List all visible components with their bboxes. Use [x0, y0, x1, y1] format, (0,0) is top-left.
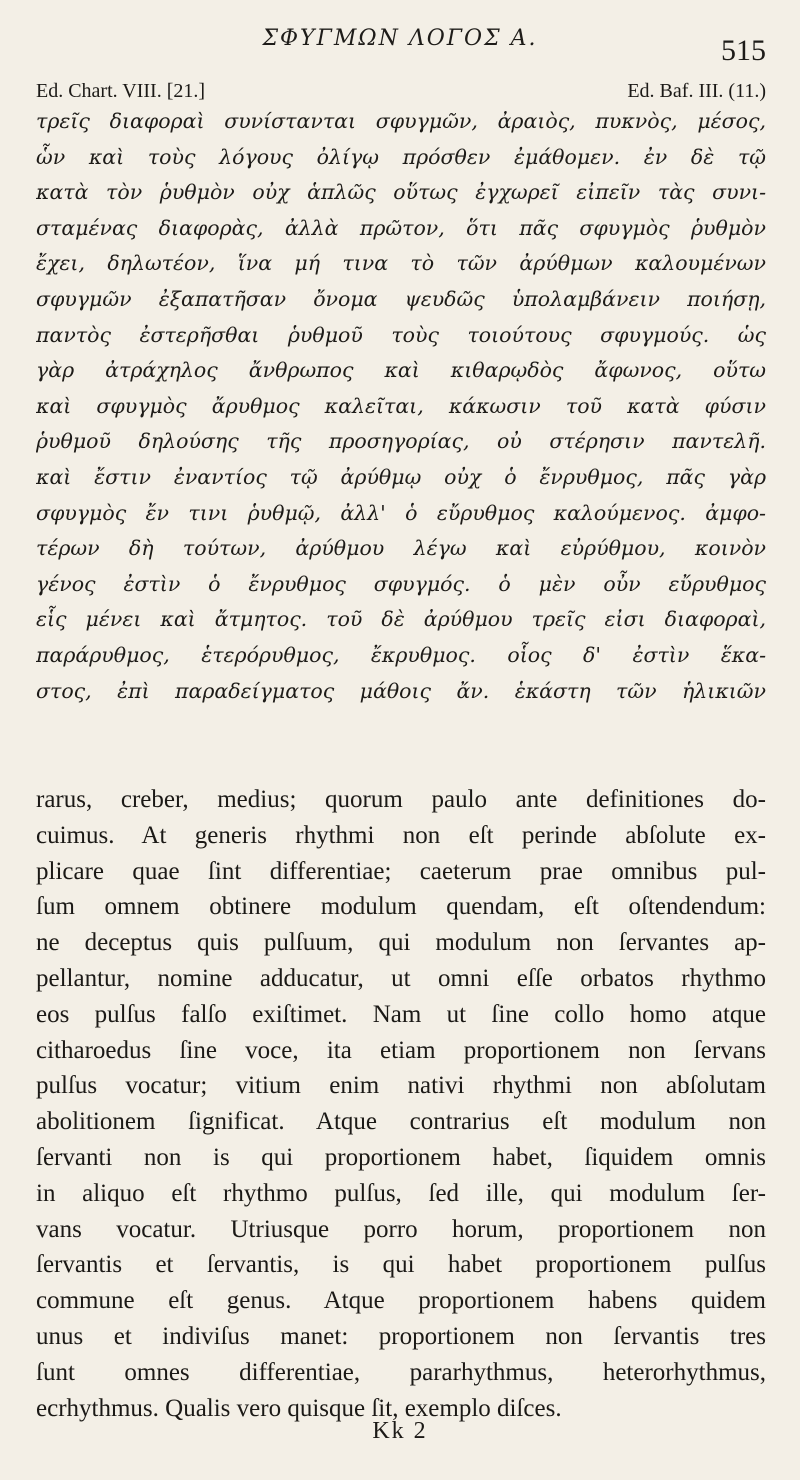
latin-line: rarus, creber, medius; quorum paulo ante definitiones do- — [36, 786, 766, 813]
latin-line: citharoedus ſine voce, ita etiam proportionem non ſervans — [36, 1036, 766, 1064]
latin-line: ſervantis et ſervantis, is qui habet proportionem pulſus — [36, 1251, 766, 1279]
greek-line: εἷς μένει καὶ ἄτμητος. τοῦ δὲ ἀρύθμου τρεῖς εἰσι διαφοραὶ, — [36, 607, 766, 632]
latin-line: eos pulſus falſo exiſtimet. Nam ut ſine collo homo atque — [36, 1000, 766, 1028]
running-title: ΣΦΥΓΜΩΝ ΛΟΓΟΣ Α. — [262, 26, 538, 51]
greek-line: σφυγμῶν ἐξαπατῆσαν ὄνομα ψευδῶς ὑπολαμβάνειν ποιήσῃ, — [36, 286, 766, 311]
latin-line: ecrhythmus. Qualis vero quisque ſit, exemplo diſces. — [36, 1394, 562, 1422]
latin-line: pellantur, nomine adducatur, ut omni eſſe orbatos rhythmo — [36, 964, 766, 992]
greek-line: ὧν καὶ τοὺς λόγους ὀλίγῳ πρόσθεν ἐμάθομεν. ἐν δὲ τῷ — [36, 144, 766, 169]
latin-line: ſunt omnes differentiae, pararhythmus, heterorhythmus, — [36, 1358, 766, 1386]
latin-line: pulſus vocatur; vitium enim nativi rhythmi non abſolutam — [36, 1072, 766, 1100]
latin-line: commune eſt genus. Atque proportionem habens quidem — [36, 1287, 766, 1315]
greek-text-block — [36, 104, 766, 709]
latin-line: abolitionem ſignificat. Atque contrarius eſt modulum non — [36, 1108, 766, 1136]
edition-basel-ref: Ed. Baf. III. (11.) — [627, 80, 766, 102]
latin-line: plicare quae ſint differentiae; caeterum prae omnibus pul- — [36, 857, 766, 885]
edition-chartier-ref: Ed. Chart. VIII. [21.] — [36, 80, 206, 102]
greek-line: γὰρ ἀτράχηλος ἄνθρωπος καὶ κιθαρῳδὸς ἄφωνος, οὕτω — [36, 358, 766, 383]
latin-text-block — [36, 782, 766, 1426]
latin-line: ſum omnem obtinere modulum quendam, eſt oſtendendum: — [36, 893, 766, 921]
latin-line: ſervanti non is qui proportionem habet, ſiquidem omnis — [36, 1143, 766, 1171]
greek-line: σταμένας διαφορὰς, ἀλλὰ πρῶτον, ὅτι πᾶς σφυγμὸς ῥυθμὸν — [36, 215, 766, 240]
greek-line: κατὰ τὸν ῥυθμὸν οὐχ ἁπλῶς οὕτως ἐγχωρεῖ εἰπεῖν τὰς συνι- — [36, 180, 766, 205]
greek-line: παντὸς ἐστερῆσθαι ῥυθμοῦ τοὺς τοιούτους σφυγμούς. ὡς — [36, 322, 766, 347]
greek-line: τρεῖς διαφοραὶ συνίστανται σφυγμῶν, ἀραιὸς, πυκνὸς, μέσος, — [36, 109, 766, 133]
greek-line: γένος ἐστὶν ὁ ἔνρυθμος σφυγμός. ὁ μὲν οὖν εὔρυθμος — [36, 571, 766, 596]
latin-line: in aliquo eſt rhythmo pulſus, ſed ille, qui modulum ſer- — [36, 1179, 766, 1207]
greek-line: στος, ἐπὶ παραδείγματος μάθοις ἄν. ἑκάστη τῶν ἡλικιῶν — [36, 678, 766, 703]
greek-line: ῥυθμοῦ δηλούσης τῆς προσηγορίας, οὐ στέρησιν παντελῆ. — [36, 429, 766, 454]
latin-line: vans vocatur. Utriusque porro horum, proportionem non — [36, 1215, 766, 1243]
greek-line: τέρων δὴ τούτων, ἀρύθμου λέγω καὶ εὐρύθμου, κοινὸν — [36, 536, 766, 561]
latin-line: cuimus. At generis rhythmi non eſt perinde abſolute ex- — [36, 821, 766, 849]
page-number: 515 — [721, 34, 766, 67]
greek-line: καὶ ἔστιν ἐναντίος τῷ ἀρύθμῳ οὐχ ὁ ἔνρυθμος, πᾶς γὰρ — [36, 464, 766, 489]
latin-line: ne deceptus quis pulſuum, qui modulum non ſervantes ap- — [36, 929, 766, 957]
greek-line: ἔχει, δηλωτέον, ἵνα μή τινα τὸ τῶν ἀρύθμων καλουμένων — [36, 251, 766, 276]
greek-line: παράρυθμος, ἑτερόρυθμος, ἔκρυθμος. οἷος δ' ἐστὶν ἕκα- — [36, 642, 766, 667]
greek-line: καὶ σφυγμὸς ἄρυθμος καλεῖται, κάκωσιν τοῦ κατὰ φύσιν — [36, 393, 766, 418]
latin-line: unus et indiviſus manet: proportionem non ſervantis tres — [36, 1322, 766, 1350]
greek-line: σφυγμὸς ἔν τινι ῥυθμῷ, ἀλλ' ὁ εὔρυθμος καλούμενος. ἀμφο- — [36, 500, 766, 525]
signature-mark: Kk 2 — [372, 1418, 428, 1444]
